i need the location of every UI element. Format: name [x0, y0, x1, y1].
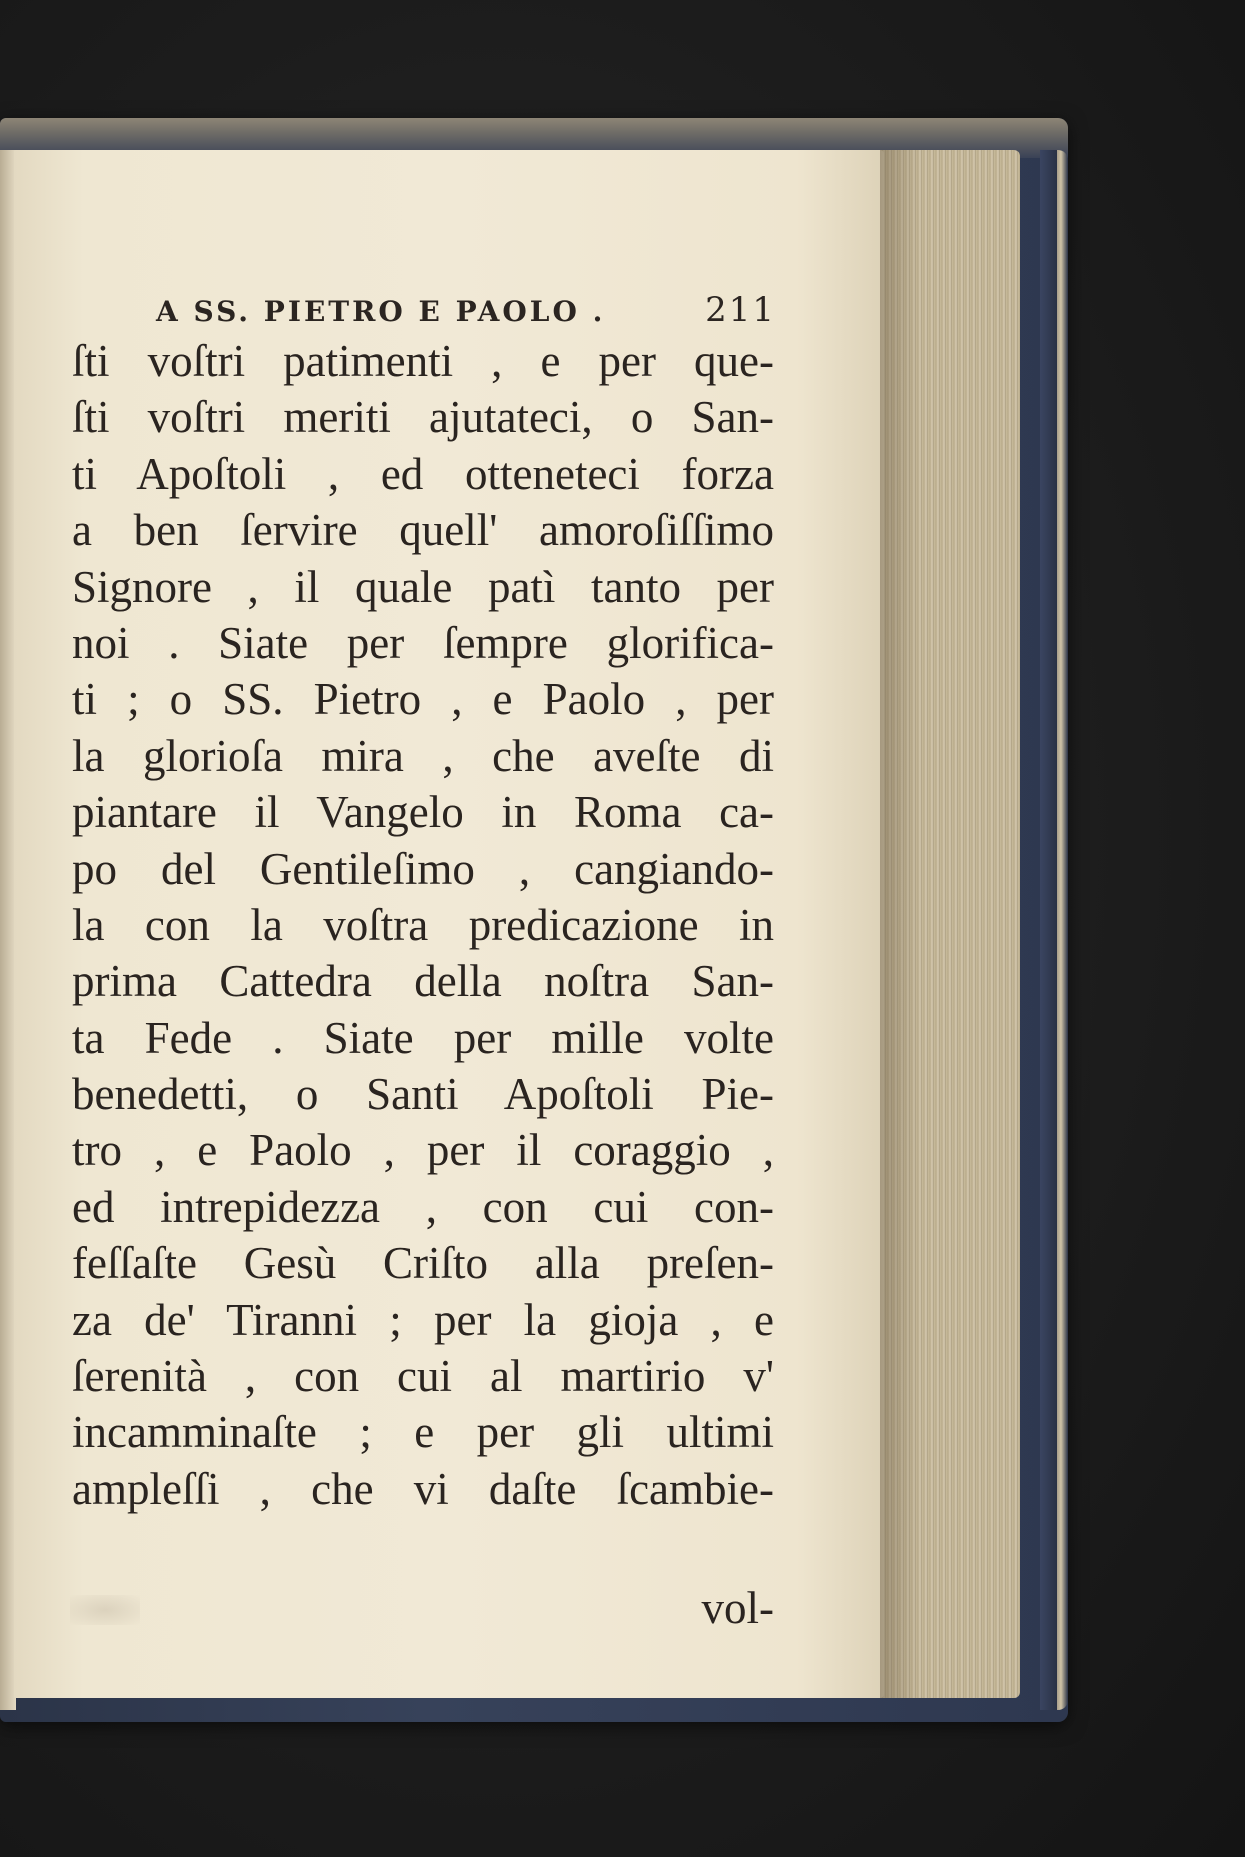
text-line: ed intrepidezza , con cui con- — [72, 1181, 774, 1232]
text-line: incamminaſte ; e per gli ultimi — [72, 1407, 774, 1458]
text-line: ſti voſtri meriti ajutateci, o San- — [72, 392, 774, 443]
text-line: ſti voſtri patimenti , e per que- — [72, 336, 774, 386]
catchword: vol- — [701, 1583, 774, 1633]
text-line: ti ; o SS. Pietro , e Paolo , per — [72, 674, 774, 725]
text-line: za de' Tiranni ; per la gioja , e — [72, 1294, 774, 1345]
text-line: prima Cattedra della noſtra San- — [72, 956, 774, 1007]
text-line: piantare il Vangelo in Roma ca- — [72, 787, 774, 838]
text-line: ta Fede . Siate per mille volte — [72, 1012, 774, 1063]
body-text — [72, 333, 774, 1517]
running-head-title: A SS. PIETRO E PAOLO . — [156, 295, 606, 328]
text-line: ampleſſi , che vi daſte ſcambie- — [72, 1463, 774, 1514]
text-line: noi . Siate per ſempre glorifica- — [72, 617, 774, 668]
text-line: la con la voſtra predicazione in — [72, 899, 774, 950]
text-line: la glorioſa mira , che aveſte di — [72, 730, 774, 781]
page-number: 211 — [705, 290, 776, 330]
text-line: ſerenità , con cui al martirio v' — [72, 1351, 774, 1402]
text-line: tro , e Paolo , per il coraggio , — [72, 1125, 774, 1176]
text-line: feſſaſte Gesù Criſto alla preſen- — [72, 1238, 774, 1289]
gutter-shadow — [880, 150, 920, 1698]
text-line: Signore , il quale patì tanto per — [72, 561, 774, 612]
running-header — [156, 290, 776, 330]
cover-fore-edge — [1040, 150, 1068, 1710]
ink-smudge — [70, 1595, 140, 1625]
text-line: ti Apoſtoli , ed otteneteci forza — [72, 448, 774, 499]
text-line: po del Gentileſimo , cangiando- — [72, 843, 774, 894]
text-line: benedetti, o Santi Apoſtoli Pie- — [72, 1069, 774, 1120]
text-line: a ben ſervire quell' amoroſiſſimo — [72, 505, 774, 556]
